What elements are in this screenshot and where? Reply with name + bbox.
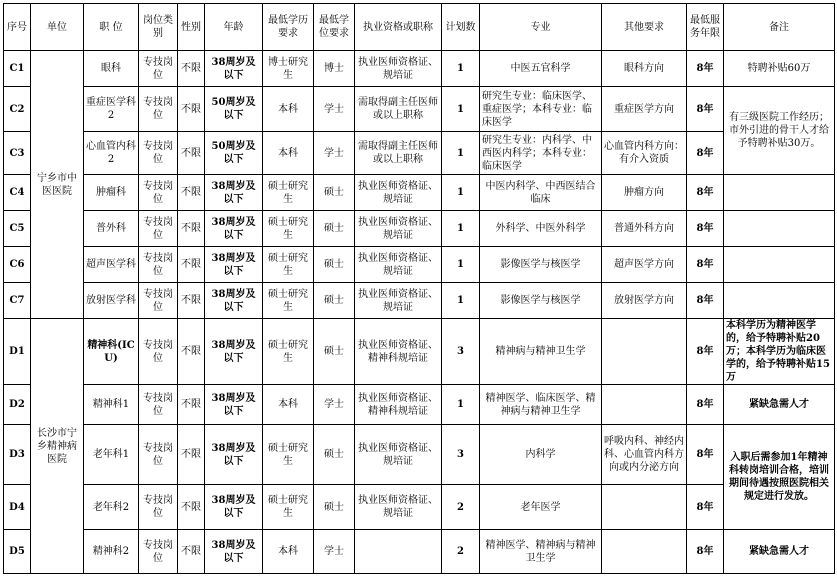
category-cell: 专技岗位 bbox=[139, 87, 178, 132]
category-cell: 专技岗位 bbox=[139, 425, 178, 485]
plan-cell: 1 bbox=[442, 87, 480, 132]
header-cell: 其他要求 bbox=[602, 4, 687, 51]
plan-cell: 1 bbox=[442, 132, 480, 175]
degree-cell: 学士 bbox=[314, 132, 355, 175]
degree-cell: 硕士 bbox=[314, 485, 355, 530]
service-cell: 8年 bbox=[687, 485, 724, 530]
age-cell: 38周岁及以下 bbox=[205, 385, 263, 425]
category-cell: 专技岗位 bbox=[139, 485, 178, 530]
plan-cell: 1 bbox=[442, 283, 480, 319]
table-row bbox=[4, 211, 835, 247]
row-id: C5 bbox=[4, 211, 31, 247]
service-cell: 8年 bbox=[687, 385, 724, 425]
degree-cell: 学士 bbox=[314, 530, 355, 574]
row-id: C4 bbox=[4, 175, 31, 211]
degree-cell: 学士 bbox=[314, 87, 355, 132]
table-row bbox=[4, 319, 835, 385]
service-cell: 8年 bbox=[687, 51, 724, 87]
service-cell: 8年 bbox=[687, 87, 724, 132]
education-cell: 硕士研究生 bbox=[263, 283, 314, 319]
degree-cell: 硕士 bbox=[314, 247, 355, 283]
degree-cell: 硕士 bbox=[314, 211, 355, 247]
major-cell: 外科学、中医外科学 bbox=[480, 211, 602, 247]
major-cell: 影像医学与核医学 bbox=[480, 283, 602, 319]
other-cell: 超声医学方向 bbox=[602, 247, 687, 283]
row-id: C2 bbox=[4, 87, 31, 132]
table-row bbox=[4, 132, 835, 175]
education-cell: 硕士研究生 bbox=[263, 175, 314, 211]
table-row bbox=[4, 175, 835, 211]
header-cell: 岗位类别 bbox=[139, 4, 178, 51]
header-cell: 性别 bbox=[178, 4, 205, 51]
table-row bbox=[4, 530, 835, 574]
qualification-cell: 需取得副主任医师或以上职称 bbox=[355, 87, 442, 132]
qualification-cell: 执业医师资格证、规培证 bbox=[355, 425, 442, 485]
gender-cell: 不限 bbox=[178, 485, 205, 530]
age-cell: 50周岁及以下 bbox=[205, 132, 263, 175]
table-row bbox=[4, 283, 835, 319]
category-cell: 专技岗位 bbox=[139, 385, 178, 425]
education-cell: 本科 bbox=[263, 530, 314, 574]
table-row bbox=[4, 247, 835, 283]
degree-cell: 硕士 bbox=[314, 283, 355, 319]
plan-cell: 3 bbox=[442, 319, 480, 385]
age-cell: 38周岁及以下 bbox=[205, 175, 263, 211]
unit-cell: 长沙市宁乡精神病医院 bbox=[31, 319, 84, 574]
row-id: C7 bbox=[4, 283, 31, 319]
education-cell: 本科 bbox=[263, 132, 314, 175]
education-cell: 硕士研究生 bbox=[263, 425, 314, 485]
major-cell: 研究生专业：临床医学、重症医学；本科专业：临床医学 bbox=[480, 87, 602, 132]
plan-cell: 1 bbox=[442, 175, 480, 211]
gender-cell: 不限 bbox=[178, 425, 205, 485]
row-id: C6 bbox=[4, 247, 31, 283]
other-cell: 普通外科方向 bbox=[602, 211, 687, 247]
category-cell: 专技岗位 bbox=[139, 530, 178, 574]
row-id: C3 bbox=[4, 132, 31, 175]
education-cell: 硕士研究生 bbox=[263, 247, 314, 283]
gender-cell: 不限 bbox=[178, 132, 205, 175]
header-cell: 备注 bbox=[724, 4, 835, 51]
other-cell: 眼科方向 bbox=[602, 51, 687, 87]
recruitment-table bbox=[3, 3, 835, 574]
position-cell: 超声医学科 bbox=[84, 247, 139, 283]
other-cell bbox=[602, 530, 687, 574]
major-cell: 老年医学 bbox=[480, 485, 602, 530]
position-cell: 老年科1 bbox=[84, 425, 139, 485]
other-cell: 重症医学方向 bbox=[602, 87, 687, 132]
qualification-cell: 执业医师资格证、规培证 bbox=[355, 283, 442, 319]
education-cell: 本科 bbox=[263, 87, 314, 132]
qualification-cell: 执业医师资格证、规培证 bbox=[355, 175, 442, 211]
note-cell bbox=[724, 175, 835, 211]
note-cell: 紧缺急需人才 bbox=[724, 385, 835, 425]
qualification-cell: 执业医师资格证、规培证 bbox=[355, 51, 442, 87]
category-cell: 专技岗位 bbox=[139, 283, 178, 319]
plan-cell: 2 bbox=[442, 530, 480, 574]
category-cell: 专技岗位 bbox=[139, 175, 178, 211]
note-cell: 有三级医院工作经历；市外引进的骨干人才给予特聘补贴30万。 bbox=[724, 87, 835, 175]
gender-cell: 不限 bbox=[178, 319, 205, 385]
header-cell: 计划数 bbox=[442, 4, 480, 51]
note-cell bbox=[724, 211, 835, 247]
other-cell: 呼吸内科、神经内科、心血管内科方向或内分泌方向 bbox=[602, 425, 687, 485]
category-cell: 专技岗位 bbox=[139, 319, 178, 385]
gender-cell: 不限 bbox=[178, 211, 205, 247]
degree-cell: 硕士 bbox=[314, 175, 355, 211]
major-cell: 精神医学、精神病与精神卫生学 bbox=[480, 530, 602, 574]
position-cell: 精神科1 bbox=[84, 385, 139, 425]
category-cell: 专技岗位 bbox=[139, 51, 178, 87]
note-cell: 本科学历为精神医学的，给予特聘补贴20万；本科学历为临床医学的，给予特聘补贴15万 bbox=[724, 319, 835, 385]
note-cell: 入职后需参加1年精神科转岗培训合格，培训期间待遇按照医院相关规定进行发放。 bbox=[724, 425, 835, 530]
service-cell: 8年 bbox=[687, 132, 724, 175]
note-cell bbox=[724, 283, 835, 319]
other-cell: 心血管内科方向：有介入资质 bbox=[602, 132, 687, 175]
plan-cell: 1 bbox=[442, 51, 480, 87]
degree-cell: 博士 bbox=[314, 51, 355, 87]
header-cell: 执业资格或职称 bbox=[355, 4, 442, 51]
age-cell: 38周岁及以下 bbox=[205, 51, 263, 87]
education-cell: 硕士研究生 bbox=[263, 211, 314, 247]
other-cell bbox=[602, 485, 687, 530]
education-cell: 硕士研究生 bbox=[263, 485, 314, 530]
unit-cell: 宁乡市中医医院 bbox=[31, 51, 84, 319]
position-cell: 心血管内科2 bbox=[84, 132, 139, 175]
service-cell: 8年 bbox=[687, 211, 724, 247]
service-cell: 8年 bbox=[687, 425, 724, 485]
gender-cell: 不限 bbox=[178, 247, 205, 283]
row-id: D3 bbox=[4, 425, 31, 485]
degree-cell: 硕士 bbox=[314, 425, 355, 485]
header-cell: 最低服务年限 bbox=[687, 4, 724, 51]
qualification-cell: 执业医师资格证、规培证 bbox=[355, 211, 442, 247]
service-cell: 8年 bbox=[687, 530, 724, 574]
row-id: D1 bbox=[4, 319, 31, 385]
position-cell: 精神科2 bbox=[84, 530, 139, 574]
position-cell: 眼科 bbox=[84, 51, 139, 87]
table-row bbox=[4, 87, 835, 132]
education-cell: 本科 bbox=[263, 385, 314, 425]
header-cell: 最低学历要求 bbox=[263, 4, 314, 51]
age-cell: 38周岁及以下 bbox=[205, 247, 263, 283]
table-row bbox=[4, 51, 835, 87]
qualification-cell: 执业医师资格证、规培证 bbox=[355, 485, 442, 530]
qualification-cell: 执业医师资格证、精神科规培证 bbox=[355, 385, 442, 425]
gender-cell: 不限 bbox=[178, 530, 205, 574]
gender-cell: 不限 bbox=[178, 283, 205, 319]
row-id: D2 bbox=[4, 385, 31, 425]
header-cell: 专业 bbox=[480, 4, 602, 51]
table-row bbox=[4, 385, 835, 425]
position-cell: 肿瘤科 bbox=[84, 175, 139, 211]
degree-cell: 学士 bbox=[314, 385, 355, 425]
service-cell: 8年 bbox=[687, 283, 724, 319]
table-row bbox=[4, 485, 835, 530]
other-cell: 放射医学方向 bbox=[602, 283, 687, 319]
service-cell: 8年 bbox=[687, 319, 724, 385]
position-cell: 放射医学科 bbox=[84, 283, 139, 319]
age-cell: 38周岁及以下 bbox=[205, 319, 263, 385]
header-cell: 序号 bbox=[4, 4, 31, 51]
plan-cell: 2 bbox=[442, 485, 480, 530]
header-cell: 单位 bbox=[31, 4, 84, 51]
row-id: C1 bbox=[4, 51, 31, 87]
other-cell bbox=[602, 385, 687, 425]
header-row bbox=[4, 4, 835, 51]
education-cell: 博士研究生 bbox=[263, 51, 314, 87]
category-cell: 专技岗位 bbox=[139, 132, 178, 175]
position-cell: 普外科 bbox=[84, 211, 139, 247]
major-cell: 内科学 bbox=[480, 425, 602, 485]
note-cell: 紧缺急需人才 bbox=[724, 530, 835, 574]
age-cell: 38周岁及以下 bbox=[205, 530, 263, 574]
table-row bbox=[4, 425, 835, 485]
plan-cell: 3 bbox=[442, 425, 480, 485]
service-cell: 8年 bbox=[687, 247, 724, 283]
gender-cell: 不限 bbox=[178, 175, 205, 211]
other-cell bbox=[602, 319, 687, 385]
plan-cell: 1 bbox=[442, 247, 480, 283]
position-cell: 精神科(ICU) bbox=[84, 319, 139, 385]
major-cell: 精神医学、临床医学、精神病与精神卫生学 bbox=[480, 385, 602, 425]
category-cell: 专技岗位 bbox=[139, 211, 178, 247]
gender-cell: 不限 bbox=[178, 51, 205, 87]
qualification-cell: 需取得副主任医师或以上职称 bbox=[355, 132, 442, 175]
header-cell: 年龄 bbox=[205, 4, 263, 51]
other-cell: 肿瘤方向 bbox=[602, 175, 687, 211]
position-cell: 老年科2 bbox=[84, 485, 139, 530]
age-cell: 38周岁及以下 bbox=[205, 211, 263, 247]
education-cell: 硕士研究生 bbox=[263, 319, 314, 385]
qualification-cell: 执业医师资格证、精神科规培证 bbox=[355, 319, 442, 385]
qualification-cell bbox=[355, 530, 442, 574]
major-cell: 中医五官科学 bbox=[480, 51, 602, 87]
header-cell: 职 位 bbox=[84, 4, 139, 51]
age-cell: 50周岁及以下 bbox=[205, 87, 263, 132]
plan-cell: 1 bbox=[442, 211, 480, 247]
degree-cell: 硕士 bbox=[314, 319, 355, 385]
position-cell: 重症医学科2 bbox=[84, 87, 139, 132]
plan-cell: 1 bbox=[442, 385, 480, 425]
age-cell: 38周岁及以下 bbox=[205, 425, 263, 485]
major-cell: 影像医学与核医学 bbox=[480, 247, 602, 283]
service-cell: 8年 bbox=[687, 175, 724, 211]
age-cell: 38周岁及以下 bbox=[205, 485, 263, 530]
age-cell: 38周岁及以下 bbox=[205, 283, 263, 319]
note-cell: 特聘补贴60万 bbox=[724, 51, 835, 87]
major-cell: 研究生专业：内科学、中西医内科学；本科专业：临床医学 bbox=[480, 132, 602, 175]
gender-cell: 不限 bbox=[178, 87, 205, 132]
header-cell: 最低学位要求 bbox=[314, 4, 355, 51]
row-id: D4 bbox=[4, 485, 31, 530]
note-cell bbox=[724, 247, 835, 283]
row-id: D5 bbox=[4, 530, 31, 574]
major-cell: 中医内科学、中西医结合临床 bbox=[480, 175, 602, 211]
major-cell: 精神病与精神卫生学 bbox=[480, 319, 602, 385]
qualification-cell: 执业医师资格证、规培证 bbox=[355, 247, 442, 283]
category-cell: 专技岗位 bbox=[139, 247, 178, 283]
gender-cell: 不限 bbox=[178, 385, 205, 425]
